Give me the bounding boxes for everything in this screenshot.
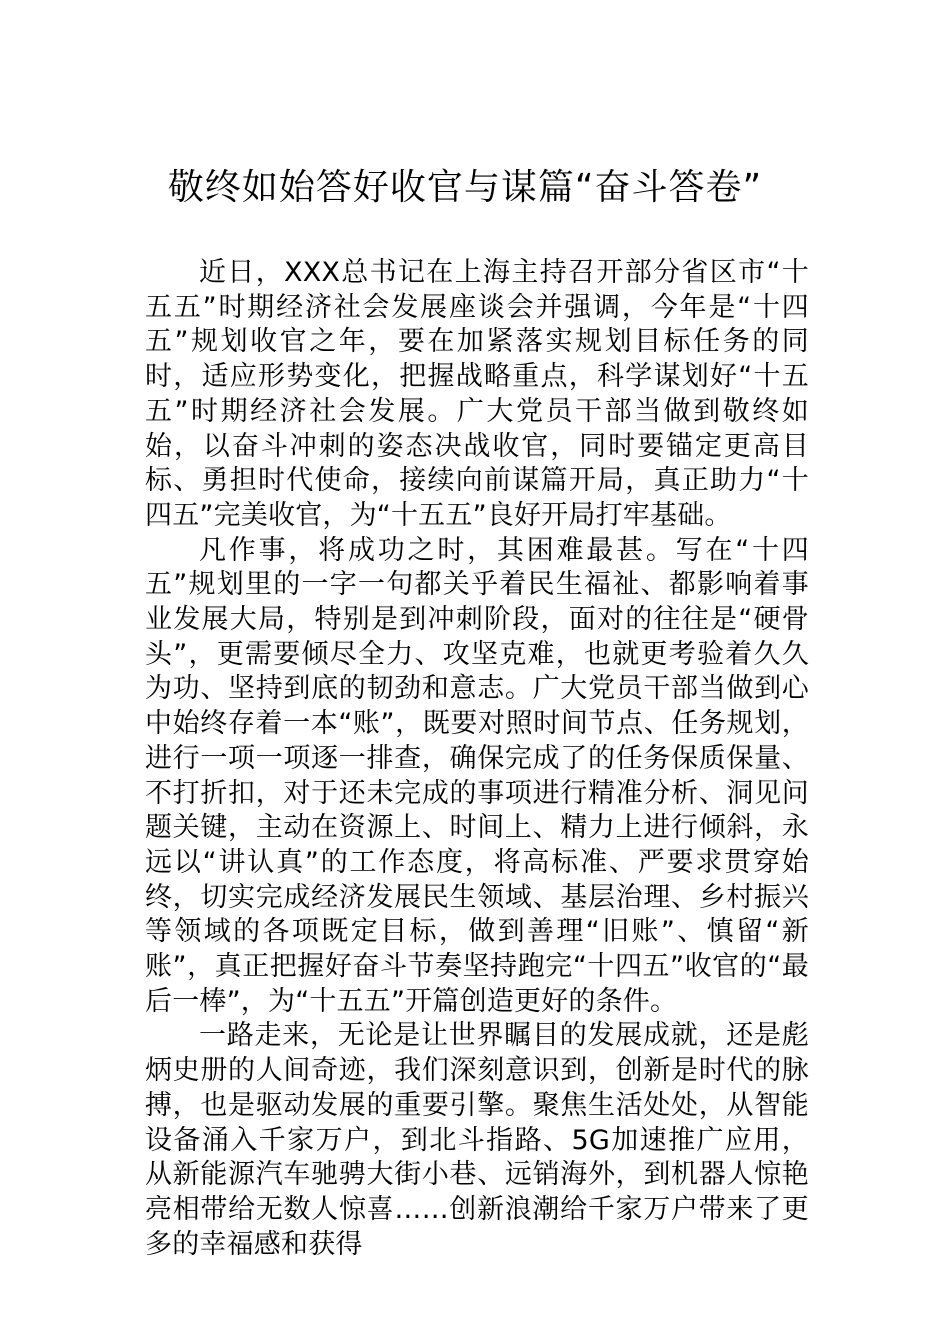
- document-body: [145, 256, 809, 1262]
- document-title: 敬终如始答好收官与谋篇“奋斗答卷”: [167, 167, 763, 208]
- paragraph-2: 凡作事，将成功之时，其困难最甚。写在“十四五”规划里的一字一句都关乎着民生福祉、都影响着事业发展大局，特别是到冲刺阶段，面对的往往是“硬骨头”，更需要倾尽全力、攻坚克难，也就更考验着久久为功、坚持到底的韧劲和意志。广大党员干部当做到心中始终存着一本“账”，既要对照时间节点、任务规划，进行一项一项逐一排查，确保完成了的任务保质保量、不打折扣，对于还未完成的事项进行精准分析、洞见问题关键，主动在资源上、时间上、精力上进行倾斜，永远以“讲认真”的工作态度，将高标准、严要求贯穿始终，切实完成经济发展民生领域、基层治理、乡村振兴等领域的各项既定目标，做到善理“旧账”、慎留“新账”，真正把握好奋斗节奏坚持跑完“十四五”收官的“最后一棒”，为“十五五”开篇创造更好的条件。: [145, 534, 809, 1017]
- paragraph-1: 近日，XXX总书记在上海主持召开部分省区市“十五五”时期经济社会发展座谈会并强调，今年是“十四五”规划收官之年，要在加紧落实规划目标任务的同时，适应形势变化，把握战略重点，科学谋划好“十五五”时期经济社会发展。广大党员干部当做到敬终如始，以奋斗冲刺的姿态决战收官，同时要锚定更高目标、勇担时代使命，接续向前谋篇开局，真正助力“十四五”完美收官，为“十五五”良好开局打牢基础。: [145, 257, 809, 531]
- paragraph-3: 一路走来，无论是让世界瞩目的发展成就，还是彪炳史册的人间奇迹，我们深刻意识到，创新是时代的脉搏，也是驱动发展的重要引擎。聚焦生活处处，从智能设备涌入千家万户，到北斗指路、5G加速推广应用，从新能源汽车驰骋大街小巷、远销海外，到机器人惊艳亮相带给无数人惊喜……创新浪潮给千家万户带来了更多的幸福感和获得: [145, 1020, 809, 1260]
